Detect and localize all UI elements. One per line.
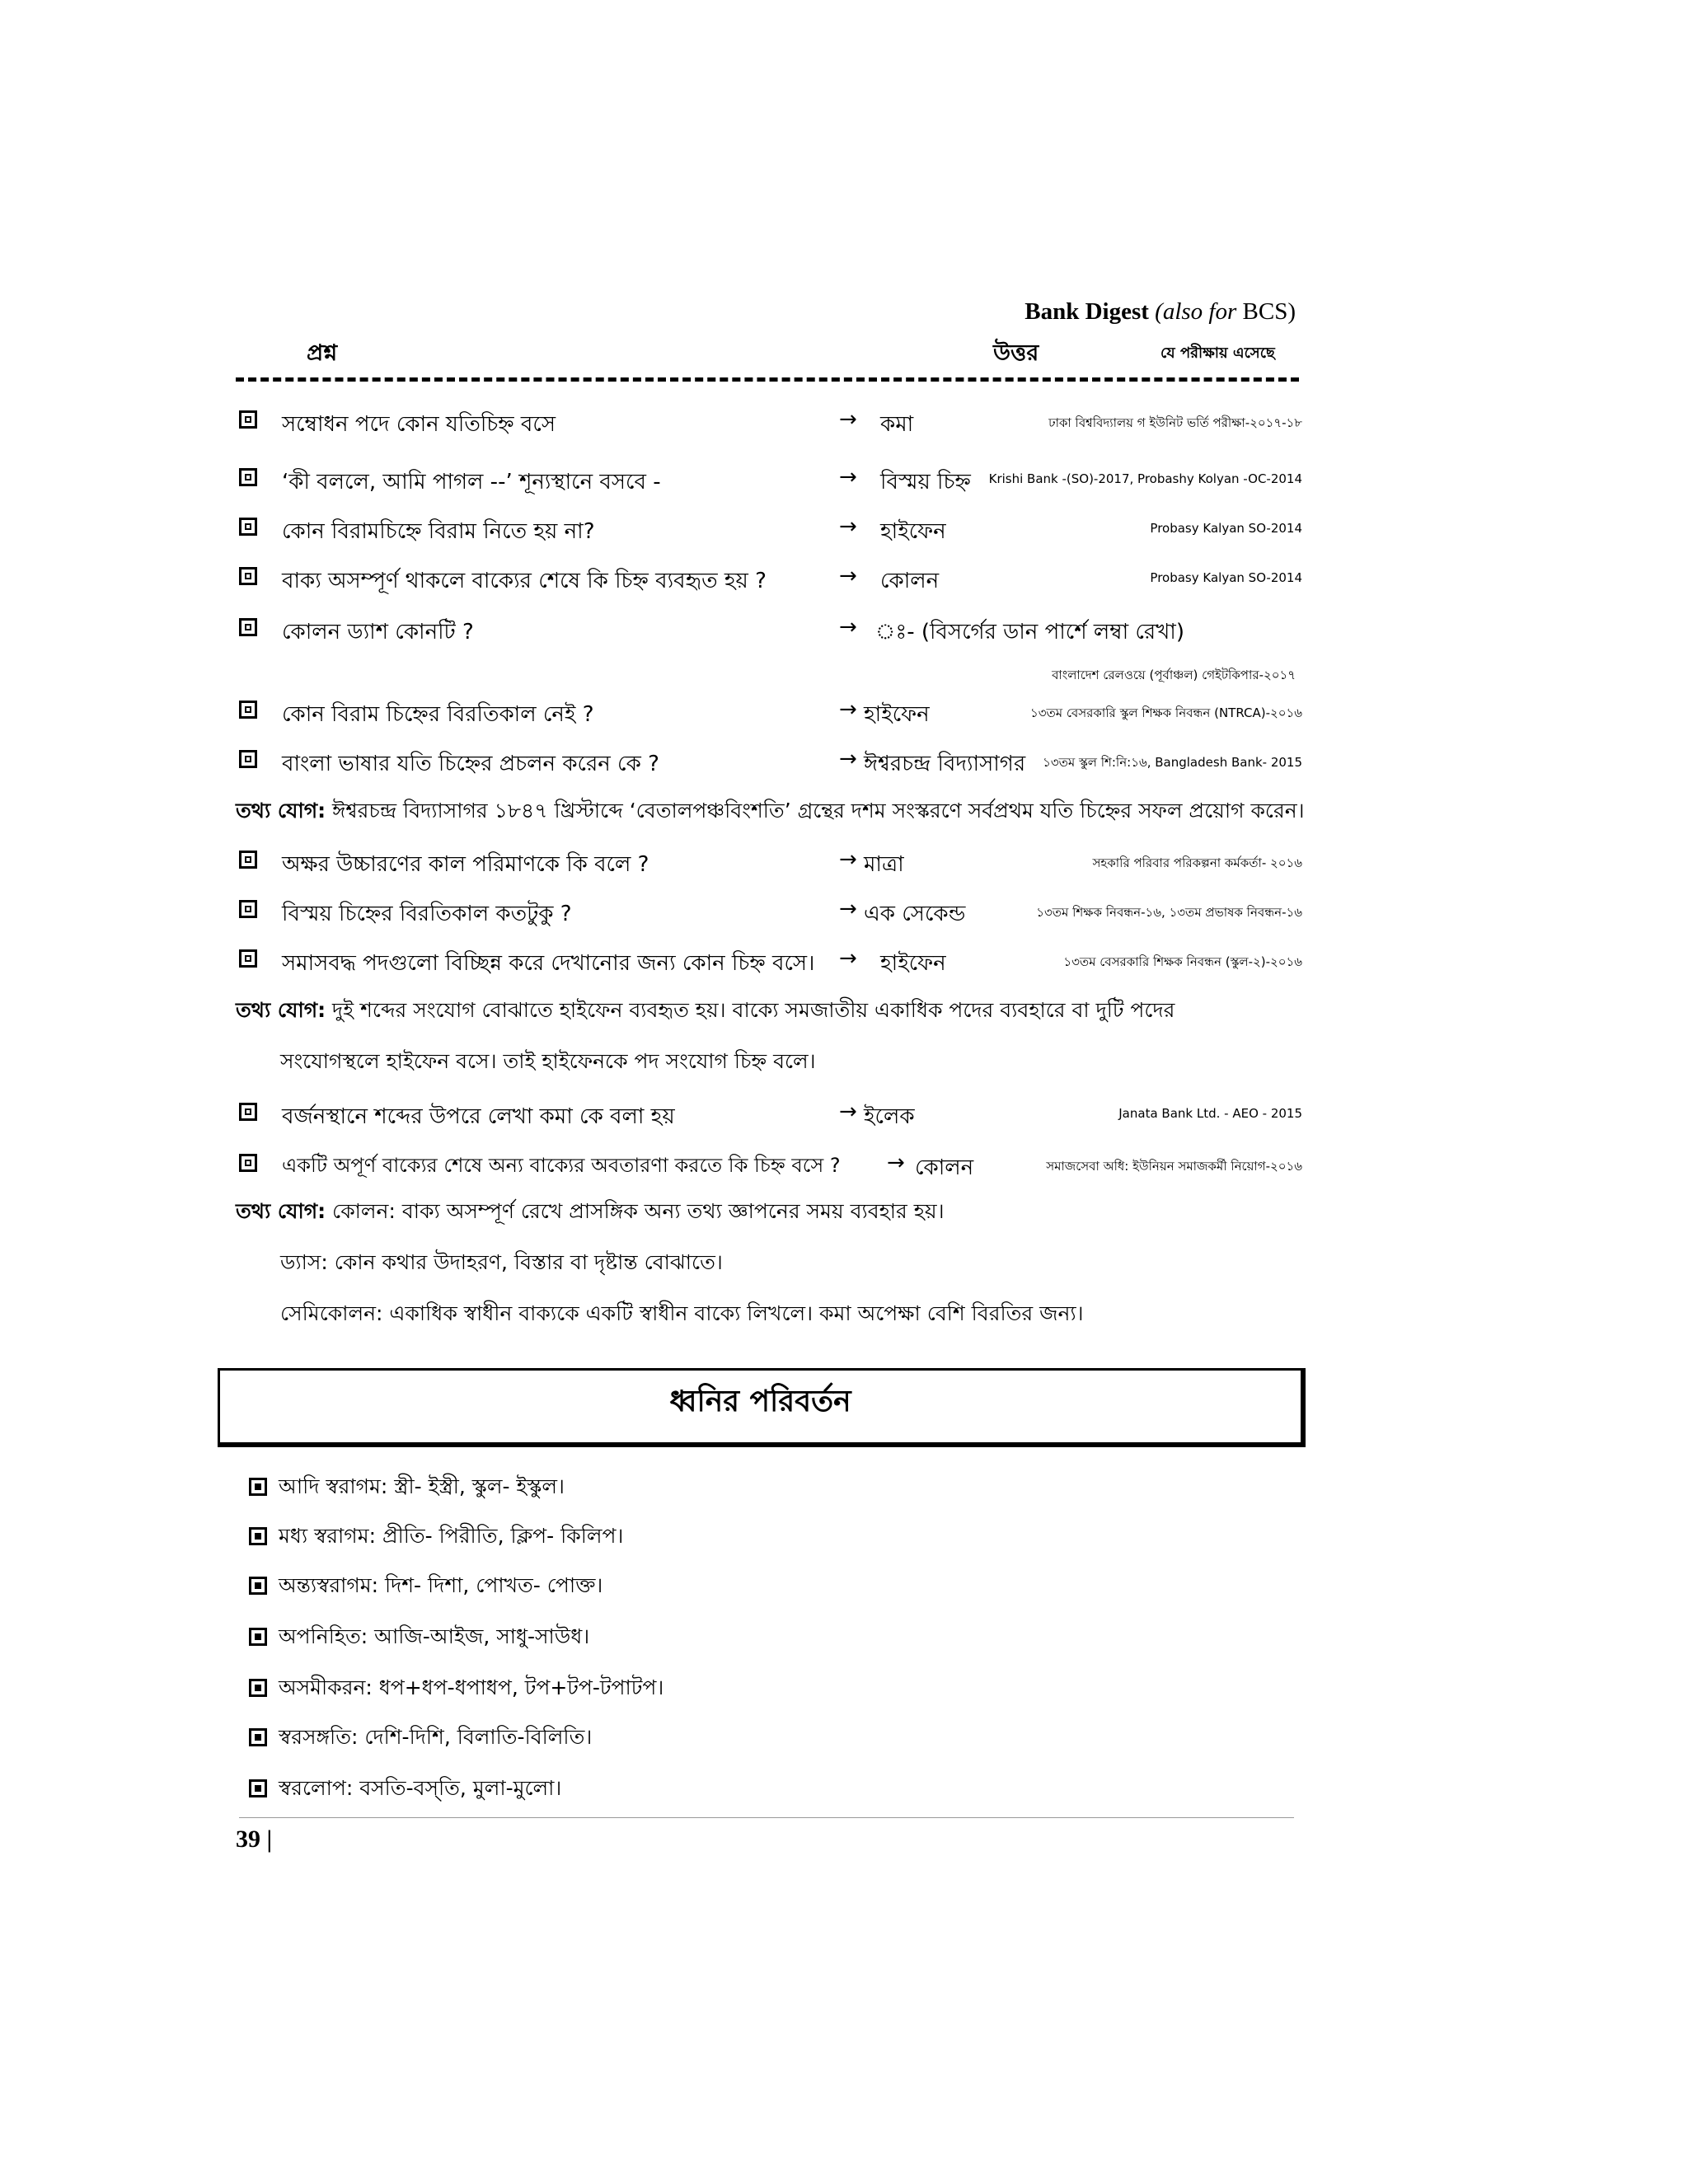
box-icon: [239, 1103, 257, 1121]
box-icon: [239, 410, 257, 429]
arrow-icon: →: [839, 847, 857, 872]
list-item-text: অন্ত্যস্বরাগম: দিশ- দিশা, পোখত- পোক্ত।: [279, 1573, 603, 1597]
footer-divider: [239, 1817, 1294, 1818]
arrow-icon: →: [839, 465, 857, 490]
info-text-cont: সংযোগস্থলে হাইফেন বসে। তাই হাইফেনকে পদ সংযোগ চিহ্ন বলে।: [280, 1049, 816, 1073]
box-icon: [239, 900, 257, 918]
bullet-icon: [249, 1779, 267, 1797]
exam-source: Krishi Bank -(SO)-2017, Probashy Kolyan -OC-2014: [988, 471, 1302, 486]
column-question: প্রশ্ন: [307, 340, 338, 366]
qa-row: [239, 407, 1302, 448]
exam-source: Janata Bank Ltd. - AEO - 2015: [1118, 1106, 1302, 1121]
question: অক্ষর উচ্চারণের কাল পরিমাণকে কি বলে ?: [282, 852, 649, 877]
arrow-icon: →: [839, 615, 857, 640]
arrow-icon: →: [839, 407, 857, 432]
exam-source-extra: বাংলাদেশ রেলওয়ে (পূর্বাঞ্চল) গেইটকিপার-২০১৭: [1052, 668, 1296, 682]
question: বাংলা ভাষার যতি চিহ্নের প্রচলন করেন কে ?: [282, 752, 659, 776]
question: একটি অপূর্ণ বাক্যের শেষে অন্য বাক্যের অবতারণা করতে কি চিহ্ন বসে ?: [282, 1154, 841, 1177]
question: বিস্ময় চিহ্নের বিরতিকাল কতটুকু ?: [282, 902, 572, 926]
info-text: ঈশ্বরচন্দ্র বিদ্যাসাগর ১৮৪৭ খ্রিস্টাব্দে ‘বেতালপঞ্চবিংশতি’ গ্রন্থের দশম সংস্করণে সর্বপ্রথম যতি চিহ্নের সফল প্রয়োগ করেন।: [332, 799, 1305, 823]
brand-tail: BCS): [1242, 298, 1296, 325]
column-exam: যে পরীক্ষায় এসেছে: [1160, 344, 1275, 362]
box-icon: [239, 949, 257, 968]
box-icon: [239, 468, 257, 486]
answer: বিস্ময় চিহ্ন: [880, 470, 971, 494]
qa-row: [239, 847, 1302, 888]
list-item-text: স্বরসঙ্গতি: দেশি-দিশি, বিলাতি-বিলিতি।: [279, 1725, 593, 1749]
answer: ইলেক: [864, 1104, 915, 1129]
arrow-icon: →: [839, 564, 857, 588]
list-item: [249, 1721, 592, 1756]
question: কোলন ড্যাশ কোনটি ?: [282, 620, 474, 644]
arrow-icon: →: [839, 747, 857, 771]
question: বাক্য অসম্পূর্ণ থাকলে বাক্যের শেষে কি চিহ্ন ব্যবহৃত হয় ?: [282, 569, 767, 593]
answer: কমা: [880, 412, 914, 437]
list-item: [249, 1569, 603, 1605]
list-item-text: অপনিহিত: আজি-আইজ, সাধু-সাউধ।: [279, 1624, 590, 1648]
qa-row: [239, 465, 1302, 506]
info-note: [236, 786, 1307, 836]
info-label: তথ্য যোগ:: [236, 1199, 326, 1223]
answer: হাইফেন: [880, 519, 946, 544]
list-item: [249, 1520, 623, 1555]
list-item-text: মধ্য স্বরাগম: প্রীতি- পিরীতি, ক্লিপ- কিলিপ।: [279, 1524, 624, 1548]
arrow-icon: →: [887, 1151, 905, 1175]
arrow-icon: →: [839, 946, 857, 971]
bullet-icon: [249, 1728, 267, 1746]
qa-row: [239, 615, 1302, 656]
list-item: [249, 1671, 663, 1707]
exam-source: ঢাকা বিশ্ববিদ্যালয় গ ইউনিট ভর্তি পরীক্ষা-২০১৭-১৮: [1048, 415, 1302, 430]
list-item-text: অসমীকরন: ধপ+ধপ-ধপাধপ, টপ+টপ-টপাটপ।: [279, 1675, 664, 1699]
box-icon: [239, 567, 257, 585]
info-text: কোলন: বাক্য অসম্পূর্ণ রেখে প্রাসঙ্গিক অন্য তথ্য জ্ঞাপনের সময় ব্যবহার হয়।: [332, 1199, 945, 1223]
question: কোন বিরাম চিহ্নের বিরতিকাল নেই ?: [282, 702, 594, 727]
list-item-text: স্বরলোপ: বসতি-বস্‌তি, মুলা-মুলো।: [279, 1776, 562, 1800]
question: কোন বিরামচিহ্নে বিরাম নিতে হয় না?: [282, 519, 595, 544]
answer: ঈশ্বরচন্দ্র বিদ্যাসাগর: [864, 752, 1026, 776]
exam-source: Probasy Kalyan SO-2014: [1150, 570, 1302, 585]
exam-source: Probasy Kalyan SO-2014: [1150, 521, 1302, 536]
answer: ঃ- (বিসর্গের ডান পার্শে লম্বা রেখা): [875, 620, 1184, 644]
header-divider: [236, 377, 1299, 382]
answer: কোলন: [915, 1155, 974, 1180]
question: সমাসবদ্ধ পদগুলো বিচ্ছিন্ন করে দেখানোর জন্য কোন চিহ্ন বসে।: [282, 951, 815, 976]
bullet-icon: [249, 1478, 267, 1496]
arrow-icon: →: [839, 1099, 857, 1124]
info-text: দুই শব্দের সংযোগ বোঝাতে হাইফেন ব্যবহৃত হয়। বাক্যে সমজাতীয় একাধিক পদের ব্যবহারে বা দুটি পদের: [332, 998, 1175, 1022]
brand-note: (also for: [1155, 298, 1237, 325]
box-icon: [239, 851, 257, 869]
list-item: [249, 1620, 589, 1656]
info-note: [236, 1187, 1307, 1236]
bullet-icon: [249, 1527, 267, 1545]
exam-source: সমাজসেবা অধি: ইউনিয়ন সমাজকর্মী নিয়োগ-২০১৬: [1046, 1159, 1302, 1174]
exam-source: ১৩তম শিক্ষক নিবন্ধন-১৬, ১৩তম প্রভাষক নিবন্ধন-১৬: [1036, 905, 1302, 920]
qa-row: [239, 564, 1302, 605]
section-title: ধ্বনির পরিবর্তন: [669, 1385, 851, 1418]
exam-source: ১৩তম স্কুল শি:নি:১৬, Bangladesh Bank- 2015: [1043, 755, 1302, 770]
list-item-text: আদি স্বরাগম: স্ত্রী- ইস্ত্রী, স্কুল- ইস্কুল।: [279, 1474, 565, 1498]
bullet-icon: [249, 1679, 267, 1697]
qa-row: [239, 946, 1302, 987]
answer: হাইফেন: [864, 702, 930, 727]
question: ‘কী বললে, আমি পাগল --’ শূন্যস্থানে বসবে -: [282, 470, 661, 494]
question: সম্বোধন পদে কোন যতিচিহ্ন বসে: [282, 412, 556, 437]
section-header-box: [218, 1368, 1306, 1447]
info-text-cont: সেমিকোলন: একাধিক স্বাধীন বাক্যকে একটি স্বাধীন বাক্যে লিখলে। কমা অপেক্ষা বেশি বিরতির জন্য।: [280, 1301, 1084, 1325]
answer: এক সেকেন্ড: [864, 902, 966, 926]
exam-source: ১৩তম বেসরকারি শিক্ষক নিবন্ধন (স্কুল-২)-২০১৬: [1063, 954, 1302, 969]
column-answer: উত্তর: [993, 340, 1039, 366]
box-icon: [239, 1154, 257, 1172]
list-item: [249, 1772, 561, 1807]
page-number: 39 |: [236, 1825, 273, 1853]
qa-row: [239, 897, 1302, 938]
arrow-icon: →: [839, 897, 857, 921]
bullet-icon: [249, 1577, 267, 1595]
box-icon: [239, 518, 257, 536]
list-item: [249, 1470, 565, 1506]
info-label: তথ্য যোগ:: [236, 799, 326, 823]
exam-source: ১৩তম বেসরকারি স্কুল শিক্ষক নিবন্ধন (NTRCA)-২০১৬: [1029, 705, 1302, 720]
brand-name: Bank Digest: [1025, 298, 1149, 325]
info-text-cont: ড্যাস: কোন কথার উদাহরণ, বিস্তার বা দৃষ্টান্ত বোঝাতে।: [280, 1250, 723, 1274]
question: বর্জনস্থানে শব্দের উপরে লেখা কমা কে বলা হয়: [282, 1104, 675, 1129]
box-icon: [239, 750, 257, 768]
box-icon: [239, 618, 257, 636]
qa-row: [239, 1151, 1302, 1192]
brand-header: [1025, 298, 1296, 326]
arrow-icon: →: [839, 514, 857, 539]
answer: মাত্রা: [864, 852, 904, 877]
info-note: [236, 986, 1307, 1035]
info-label: তথ্য যোগ:: [236, 998, 326, 1022]
qa-row: [239, 747, 1302, 788]
qa-row: [239, 1099, 1302, 1141]
answer: হাইফেন: [880, 951, 946, 976]
qa-row: [239, 514, 1302, 555]
answer: কোলন: [880, 569, 940, 593]
exam-source: সহকারি পরিবার পরিকল্পনা কর্মকর্তা- ২০১৬: [1092, 855, 1302, 870]
arrow-icon: →: [839, 697, 857, 722]
box-icon: [239, 701, 257, 719]
bullet-icon: [249, 1628, 267, 1646]
qa-row: [239, 697, 1302, 738]
